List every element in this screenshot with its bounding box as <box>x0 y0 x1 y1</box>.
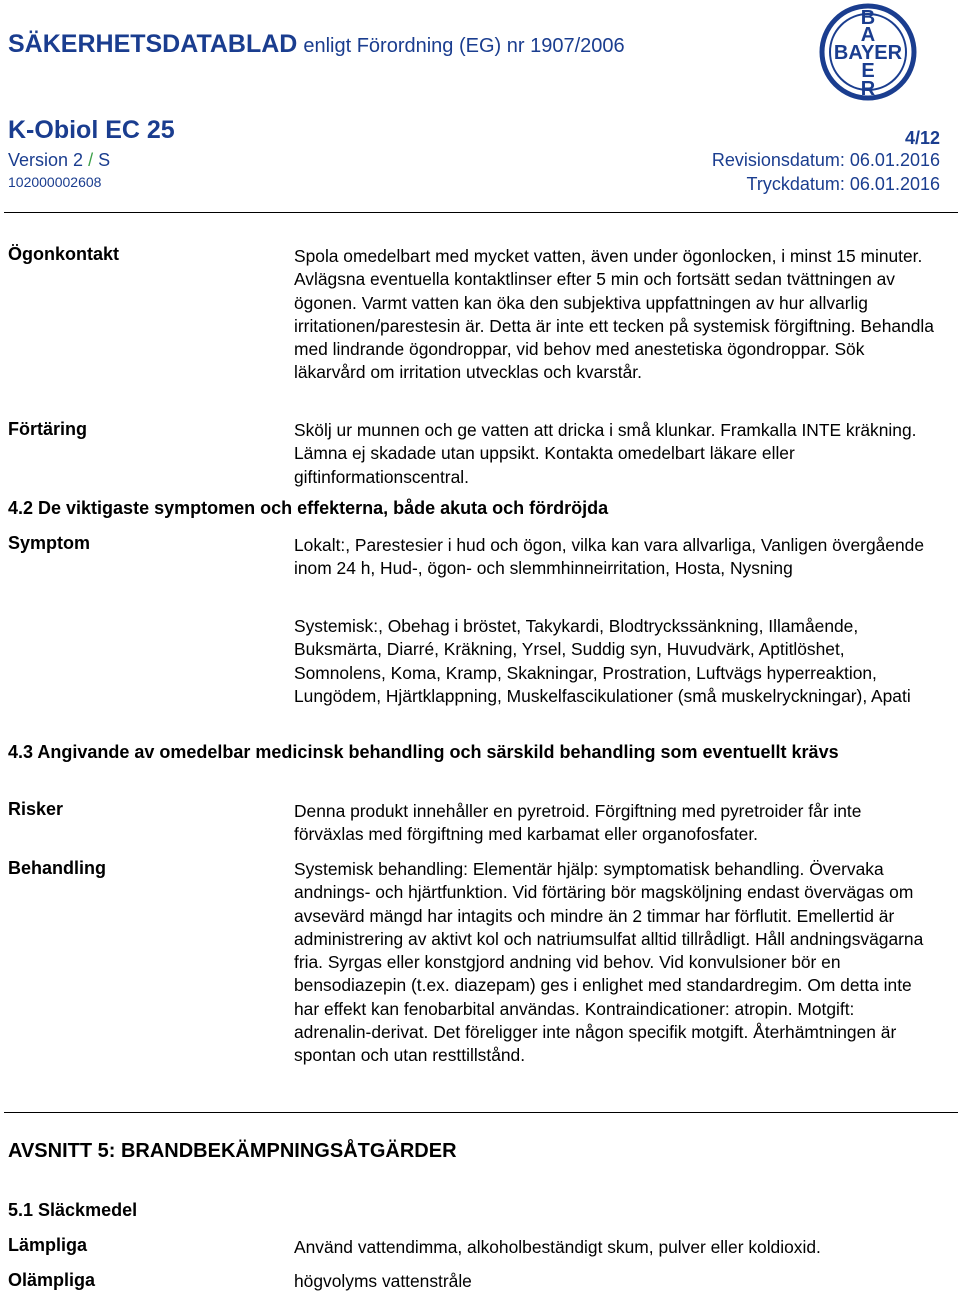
section-4-2-heading: 4.2 De viktigaste symptomen och effekterna, både akuta och fördröjda <box>8 498 609 518</box>
unsuitable-text: högvolyms vattenstråle <box>294 1271 472 1291</box>
treatment-text: Systemisk behandling: Elementär hjälp: symptomatisk behandling. Övervaka andnings- och hjärtfunktion. Vid förtäring bör magsköljning endast övervägas om avsevärd mängd har intagits och mindre än 2 timmar har förflutit. Emellertid är administrering av aktivt kol och natriumsulfat alltid tillrådligt. Håll andningsvägarna fria. Syrgas eller konstgjord andning vid behov. Vid konvulsioner bör en bensodiazepin (t.ex. diazepam) ges i enlighet med standardregim. Om detta inte har effekt kan fenobarbital användas. Kontraindicationer: atropin. Motgift: adrenalin-derivat. Det föreligger inte någon specifik motgift. Återhämtningen är spontan och utan resttillstånd. <box>294 859 924 1066</box>
suitable-text: Använd vattendimma, alkoholbeständigt skum, pulver eller koldioxid. <box>294 1237 821 1257</box>
document-subtitle: enligt Förordning (EG) nr 1907/2006 <box>303 35 625 57</box>
revision-date: Revisionsdatum: 06.01.2016 <box>711 150 940 170</box>
section-5-1-heading: 5.1 Släckmedel <box>8 1200 138 1220</box>
logo-letter-b: B <box>860 7 876 29</box>
version-info: Version 2 / S <box>8 150 111 170</box>
symptom-systemic-text: Systemisk:, Obehag i bröstet, Takykardi, Blodtryckssänkning, Illamående, Buksmärta, Diarré, Kräkning, Yrsel, Suddig syn, Huvudvärk, Aptitlöshet, Somnolens, Koma, Kramp, Skakningar, Prostration, Luftvägs hyperreaktion, Lungödem, Hjärtklappning, Muskelfascikulationer (små muskelryckningar), Apati <box>294 616 911 706</box>
symptom-local-text: Lokalt:, Parestesier i hud och ögon, vilka kan vara allvarliga, Vanligen övergående inom 24 h, Hud-, ögon- och slemmhinneirritation, Hosta, Nysning <box>294 535 924 579</box>
unsuitable-label: Olämpliga <box>8 1270 96 1290</box>
logo-letter-r: R <box>860 78 876 100</box>
eye-contact-label: Ögonkontakt <box>8 244 119 264</box>
logo-letter-a: A <box>860 24 876 46</box>
symptom-label: Symptom <box>8 533 91 553</box>
ingestion-text: Skölj ur munnen och ge vatten att dricka i små klunkar. Framkalla INTE kräkning. Lämna ej skadade utan uppsikt. Kontakta omedelbart läkare eller giftinformationscentral. <box>294 420 917 487</box>
risks-label: Risker <box>8 799 64 819</box>
section-4-3-heading: 4.3 Angivande av omedelbar medicinsk behandling och särskild behandling som eventuellt krävs <box>8 742 839 762</box>
bayer-logo-icon <box>814 2 922 102</box>
header-divider <box>4 212 958 213</box>
page-number: 4/12 <box>904 128 940 148</box>
logo-letter-e: E <box>861 60 875 82</box>
risks-text: Denna produkt innehåller en pyretroid. Förgiftning med pyretroider får inte förväxlas med förgiftning med karbamat eller organofosfater. <box>294 801 862 845</box>
logo-word-bayer: BAYER <box>833 42 903 64</box>
eye-contact-text: Spola omedelbart med mycket vatten, även under ögonlocken, i minst 15 minuter. Avlägsna eventuella kontaktlinser efter 5 min och fortsätt sedan tvättningen av ögonen. Varmt vatten kan öka den subjektiva uppfattningen av hur allvarlig irritationen/parestesin är. Detta är inte ett tecken på systemisk förgiftning. Behandla med lindrande ögondroppar, vid behov med anestetiska ögondroppar. Sök läkarvård om irritation utvecklas och kvarstår. <box>294 246 934 383</box>
print-date: Tryckdatum: 06.01.2016 <box>746 174 940 194</box>
document-title: SÄKERHETSDATABLAD enligt Förordning (EG) nr 1907/2006 <box>8 30 625 58</box>
section-divider <box>4 1112 958 1113</box>
product-name: K-Obiol EC 25 <box>8 116 175 144</box>
treatment-label: Behandling <box>8 858 106 878</box>
section-5-heading: AVSNITT 5: BRANDBEKÄMPNINGSÅTGÄRDER <box>8 1140 457 1162</box>
suitable-label: Lämpliga <box>8 1235 88 1255</box>
document-number: 102000002608 <box>8 174 102 190</box>
ingestion-label: Förtäring <box>8 419 87 439</box>
